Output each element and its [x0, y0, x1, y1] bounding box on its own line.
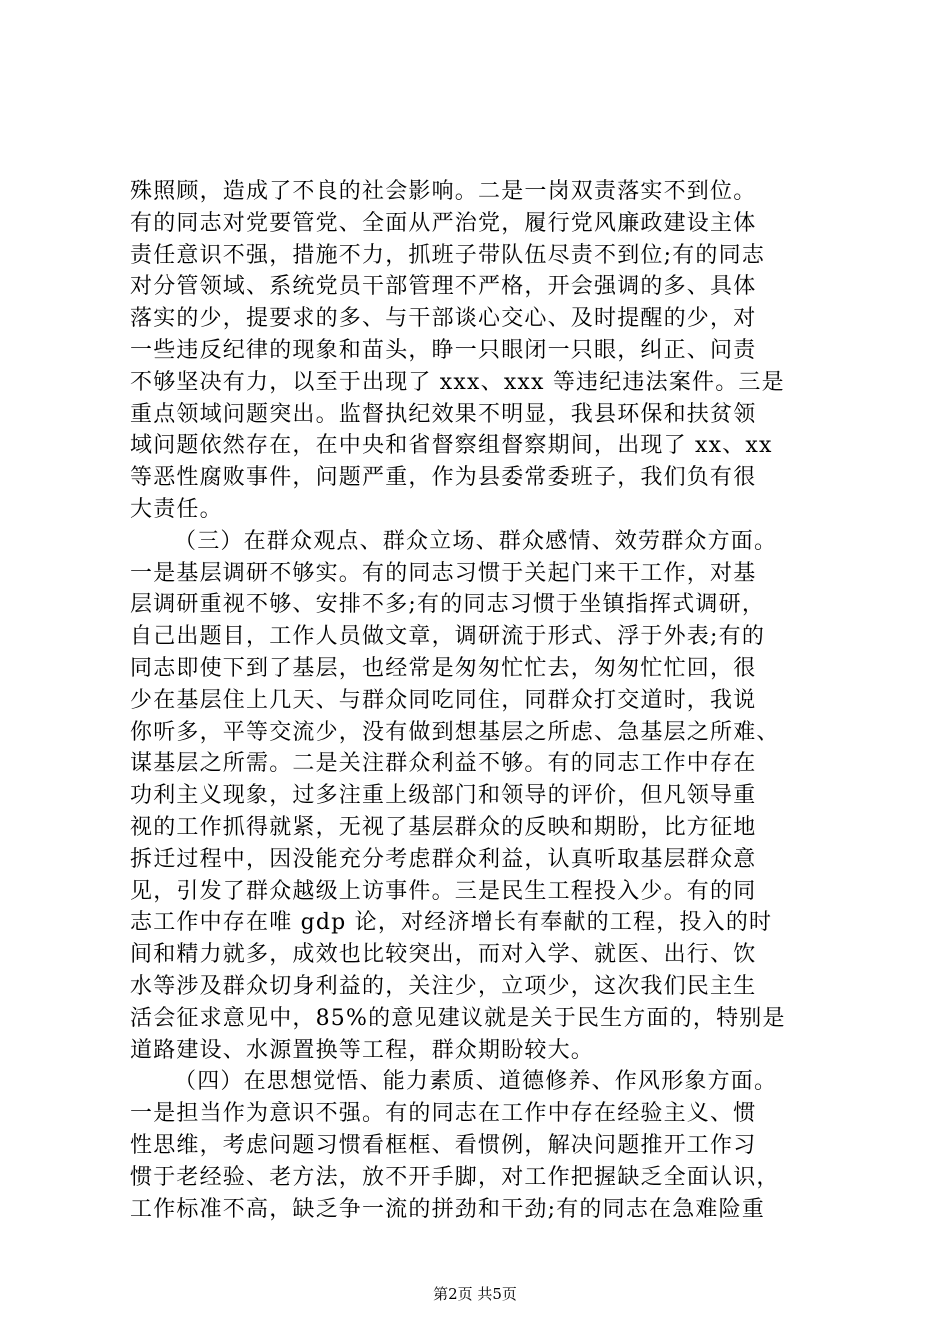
- text-line: 见，引发了群众越级上访事件。三是民生工程投入少。有的同: [130, 878, 757, 904]
- text-line: 一是基层调研不够实。有的同志习惯于关起门来干工作，对基: [130, 560, 757, 586]
- text-line: 活会征求意见中，85%的意见建议就是关于民生方面的，特别是: [130, 1005, 786, 1031]
- text-line: 一是担当作为意识不强。有的同志在工作中存在经验主义、惯: [130, 1101, 757, 1127]
- text-line: 不够坚决有力，以至于出现了 xxx、xxx 等违纪违法案件。三是: [130, 369, 785, 395]
- text-line: 对分管领域、系统党员干部管理不严格，开会强调的多、具体: [130, 274, 757, 300]
- text-line: 重点领域问题突出。监督执纪效果不明显，我县环保和扶贫领: [130, 401, 757, 427]
- body-text: [130, 176, 830, 1225]
- text-line: 功利主义现象，过多注重上级部门和领导的评价，但凡领导重: [130, 783, 757, 809]
- text-line: 自己出题目，工作人员做文章，调研流于形式、浮于外表;有的: [130, 624, 766, 650]
- text-line: 责任意识不强，措施不力，抓班子带队伍尽责不到位;有的同志: [130, 242, 766, 268]
- text-line: 工作标准不高，缺乏争一流的拼劲和干劲;有的同志在急难险重: [130, 1196, 766, 1222]
- text-line: 谋基层之所需。二是关注群众利益不够。有的同志工作中存在: [130, 751, 757, 777]
- text-line: 间和精力就多，成效也比较突出，而对入学、就医、出行、饮: [130, 942, 757, 968]
- text-line: 少在基层住上几天、与群众同吃同住，同群众打交道时，我说: [130, 687, 757, 713]
- text-line: 一些违反纪律的现象和苗头，睁一只眼闭一只眼，纠正、问责: [130, 337, 757, 363]
- text-line: 视的工作抓得就紧，无视了基层群众的反映和期盼，比方征地: [130, 814, 757, 840]
- text-line: 层调研重视不够、安排不多;有的同志习惯于坐镇指挥式调研，: [130, 592, 766, 618]
- text-line: 有的同志对党要管党、全面从严治党，履行党风廉政建设主体: [130, 210, 757, 236]
- text-line: （四）在思想觉悟、能力素质、道德修养、作风形象方面。: [174, 1069, 778, 1095]
- text-line: 志工作中存在唯 gdp 论，对经济增长有奉献的工程，投入的时: [130, 910, 773, 936]
- text-line: 道路建设、水源置换等工程，群众期盼较大。: [130, 1037, 595, 1063]
- text-line: （三）在群众观点、群众立场、群众感情、效劳群众方面。: [174, 528, 778, 554]
- text-line: 惯于老经验、老方法，放不开手脚，对工作把握缺乏全面认识，: [130, 1164, 780, 1190]
- text-line: 性思维，考虑问题习惯看框框、看惯例，解决问题推开工作习: [130, 1132, 757, 1158]
- text-line: 大责任。: [130, 496, 223, 522]
- text-line: 等恶性腐败事件，问题严重，作为县委常委班子，我们负有很: [130, 465, 757, 491]
- text-line: 同志即使下到了基层，也经常是匆匆忙忙去，匆匆忙忙回，很: [130, 655, 757, 681]
- text-line: 拆迁过程中，因没能充分考虑群众利益，认真听取基层群众意: [130, 846, 757, 872]
- text-line: 落实的少，提要求的多、与干部谈心交心、及时提醒的少，对: [130, 306, 757, 332]
- page-footer: 第2页 共5页: [433, 1285, 517, 1303]
- text-line: 域问题依然存在，在中央和省督察组督察期间，出现了 xx、xx: [130, 433, 773, 459]
- text-line: 殊照顾，造成了不良的社会影响。二是一岗双责落实不到位。: [130, 179, 757, 204]
- text-line: 你听多，平等交流少，没有做到想基层之所虑、急基层之所难、: [130, 719, 780, 745]
- text-line: 水等涉及群众切身利益的，关注少，立项少，这次我们民主生: [130, 973, 757, 999]
